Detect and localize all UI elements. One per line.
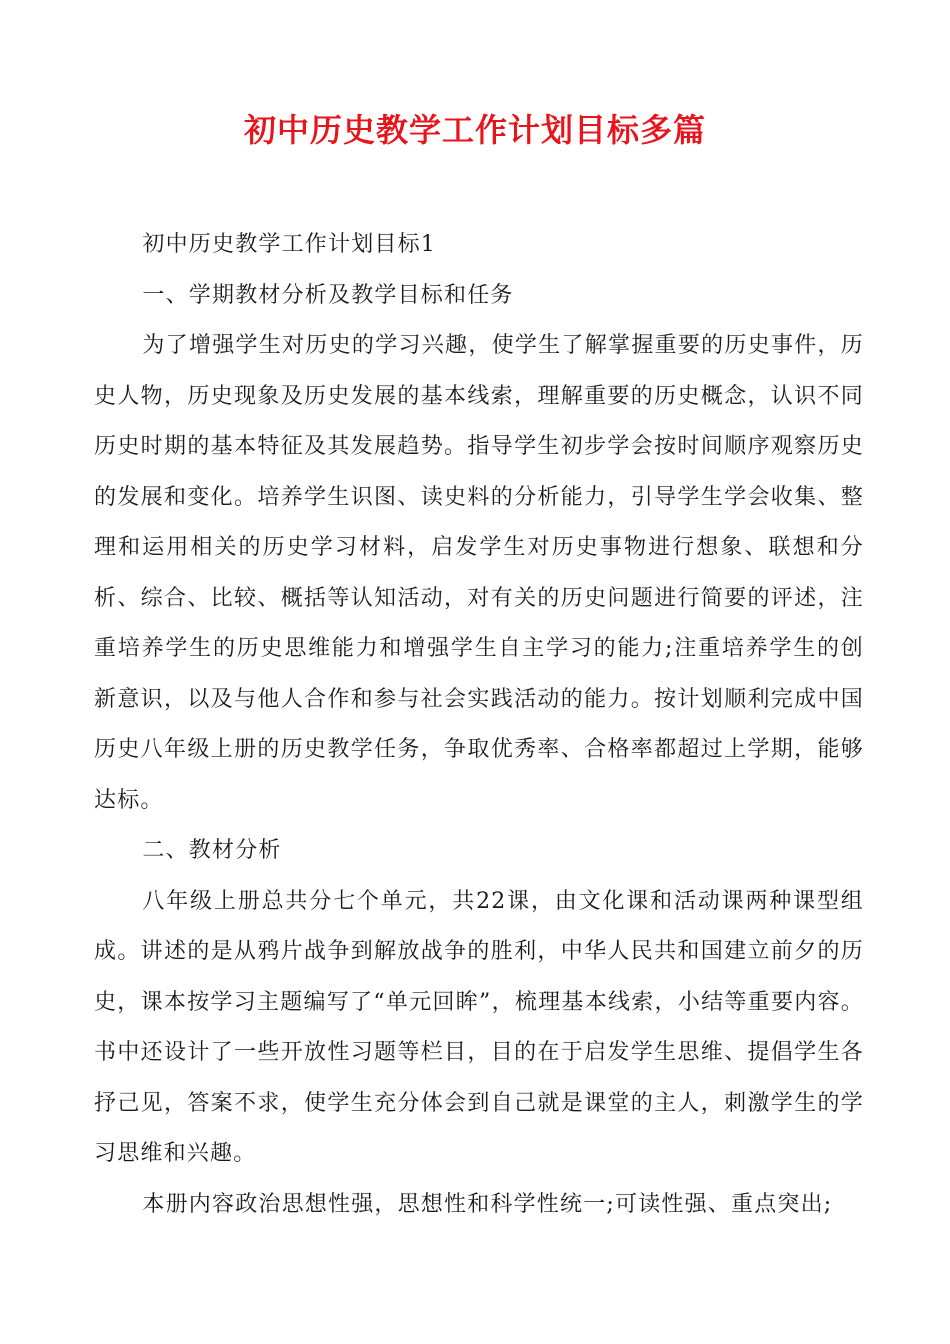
section-heading-plan-1: 初中历史教学工作计划目标1 <box>142 232 436 257</box>
paragraph-textbook-analysis: 八年级上册总共分七个单元，共22课，由文化课和活动课两种课型组成。讲述的是从鸦片战争到解放战争的胜利，中华人民共和国建立前夕的历史，课本按学习主题编写了“单元回眸”，梳理基本线索，小结等重要内容。书中还设计了一些开放性习题等栏目，目的在于启发学生思维、提倡学生各抒己见，答案不求，使学生充分体会到自己就是课堂的主人，刺激学生的学习思维和兴趣。 <box>94 888 864 1166</box>
paragraph-textbook-features: 本册内容政治思想性强，思想性和科学性统一;可读性强、重点突出; <box>142 1191 833 1217</box>
document-title: 初中历史教学工作计划目标多篇 <box>243 111 706 149</box>
section-heading-textbook-analysis: 二、教材分析 <box>142 838 282 863</box>
section-heading-goals: 一、学期教材分析及教学目标和任务 <box>142 282 514 308</box>
paragraph-goals: 为了增强学生对历史的学习兴趣，使学生了解掌握重要的历史事件，历史人物，历史现象及历史发展的基本线索，理解重要的历史概念，认识不同历史时期的基本特征及其发展趋势。指导学生初步学会按时间顺序观察历史的发展和变化。培养学生识图、读史料的分析能力，引导学生学会收集、整理和运用相关的历史学习材料，启发学生对历史事物进行想象、联想和分析、综合、比较、概括等认知活动，对有关的历史问题进行简要的评述，注重培养学生的历史思维能力和增强学生自主学习的能力;注重培养学生的创新意识，以及与他人合作和参与社会实践活动的能力。按计划顺利完成中国历史八年级上册的历史教学任务，争取优秀率、合格率都超过上学期，能够达标。 <box>94 333 864 813</box>
document-body <box>94 220 864 1230</box>
